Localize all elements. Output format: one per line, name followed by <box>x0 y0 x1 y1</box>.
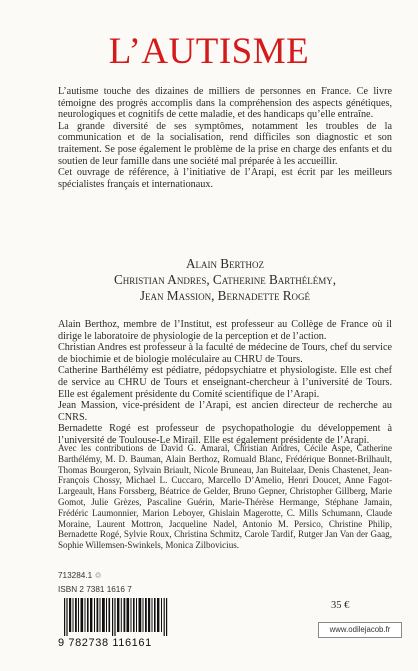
author-line: Jean Massion, Bernadette Rogé <box>139 288 311 303</box>
intro-paragraph: Cet ouvrage de référence, à l’initiative de l’Arapi, est écrit par les meilleurs spécialistes français et internationaux. <box>58 167 392 190</box>
barcode-number: 9 782738 116161 <box>58 637 152 649</box>
contributors-list: Avec les contributions de David G. Amaral, Christian Andres, Cécile Aspe, Catherine Barthélémy, M. D. Bauman, Alain Berthoz, Romuald Blanc, Frédérique Bonnet-Brilhault, Thomas Bourgeron, Sylvain Briault, Nicole Bruneau, Jan Buitelaar, Denis Chastenet, Jean-François Chossy, Michael L. Cuccaro, Marcello D’Amelio, Henri Doucet, Anne Fagot-Largeault, Hans Forssberg, Béatrice de Gelder, Bruno Gepner, Christopher Gillberg, Marie Gomot, Julie Grèzes, Pascaline Guérin, Marie-Thérèse Hermange, Stéphane Jamain, Frédéric Laumonnier, Marion Leboyer, Ghislain Magerotte, C. Mills Schumann, Claude Moraine, Laurent Mottron, Jacqueline Nadel, Antonio M. Persico, Christine Philip, Bernadette Rogé, Sylvie Roux, Christina Schmitz, Carole Tardif, Rutger Jan Van der Gaag, Sophie Willemsen-Swinkels, Monica Zilbovicius. <box>58 443 392 551</box>
print-code-number: 713284.1 <box>58 571 93 580</box>
book-title: L’AUTISME <box>108 31 310 72</box>
intro-paragraph: L’autisme touche des dizaines de milliers de personnes en France. Ce livre témoigne des progrès accomplis dans la compréhension des aspects génétiques, neurologiques et cognitifs de cette maladie, et des handicaps qu’elle entraîne. <box>58 86 392 121</box>
print-code <box>58 571 102 580</box>
isbn: ISBN 2 7381 1616 7 <box>58 585 132 594</box>
author-bios <box>58 319 392 447</box>
author-line: Christian Andres, Catherine Barthélémy, <box>113 272 337 287</box>
bio-paragraph: Alain Berthoz, membre de l’Institut, est professeur au Collège de France où il dirige le laboratoire de physiologie de la perception et de l’action. <box>58 319 392 342</box>
bio-paragraph: Christian Andres est professeur à la faculté de médecine de Tours, chef du service de biochimie et de biologie moléculaire au CHRU de Tours. <box>58 342 392 365</box>
bio-paragraph: Jean Massion, vice-président de l’Arapi, est ancien directeur de recherche au CNRS. <box>58 400 392 423</box>
intro-text <box>58 86 392 190</box>
bio-paragraph: Catherine Barthélémy est pédiatre, pédopsychiatre et physiologiste. Elle est chef de service au CHRU de Tours et enseignant-chercheur à l’université de Tours. Elle est également présidente du Comité scientifique de l’Arapi. <box>58 365 392 400</box>
website-link[interactable]: www.odilejacob.fr <box>318 622 402 638</box>
recycle-icon: ♲ <box>94 571 102 580</box>
barcode-icon <box>64 598 168 636</box>
authors-block <box>58 256 392 304</box>
price: 35 € <box>331 600 350 611</box>
bio-paragraph: Bernadette Rogé est professeur de psychopathologie du développement à l’université de Toulouse-Le Mirail. Elle est également présidente de l’Arapi. <box>58 423 392 446</box>
author-line: Alain Berthoz <box>185 256 265 271</box>
intro-paragraph: La grande diversité de ses symptômes, notamment les troubles de la communication et de la socialisation, rend difficiles son diagnostic et son traitement. Se pose également le problème de la prise en charge des enfants et du soutien de leur famille dans une société mal préparée à les accueillir. <box>58 120 392 167</box>
